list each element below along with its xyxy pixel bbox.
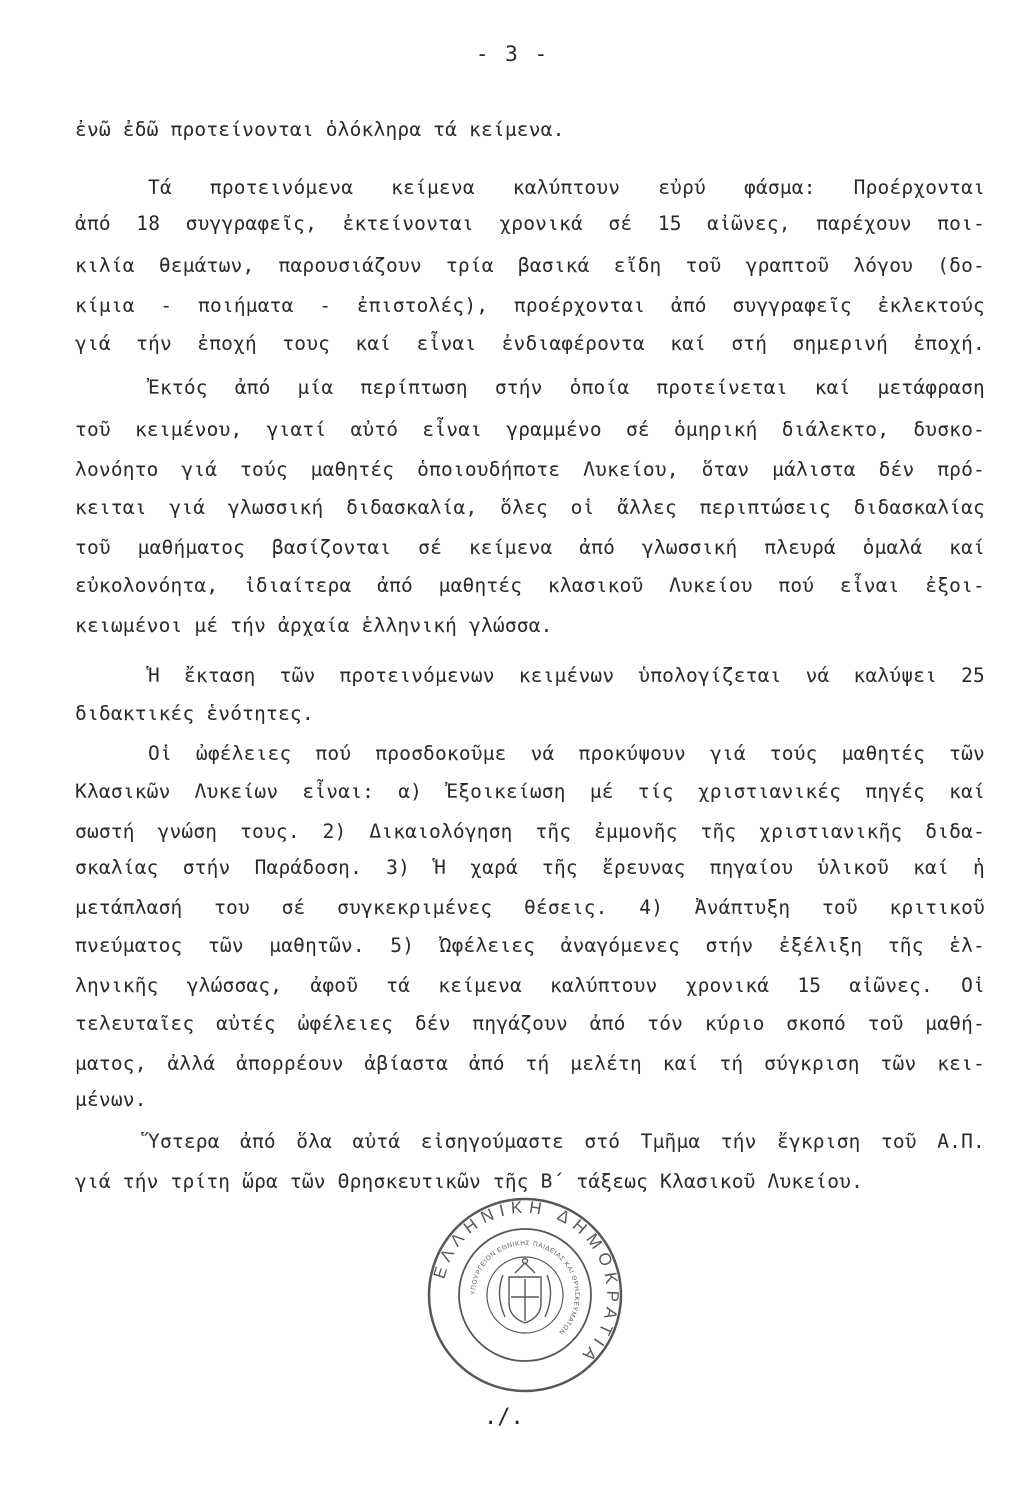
text-line-25: μένων. <box>75 1088 147 1111</box>
text-line-7: Ἐκτός ἀπό μία περίπτωση στήν ὁποία προτείνεται καί μετάφραση <box>148 376 985 399</box>
text-line-27: γιά τήν τρίτη ὥρα τῶν Θρησκευτικῶν τῆς Β΄ τάξεως Κλασικοῦ Λυκείου. <box>75 1170 864 1193</box>
text-line-14: Ἡ ἔκταση τῶν προτεινόμενων κειμένων ὑπολογίζεται νά καλύψει 25 <box>148 664 985 687</box>
text-line-19: σκαλίας στήν Παράδοση. 3) Ἡ χαρά τῆς ἔρευνας πηγαίου ὑλικοῦ καί ἡ <box>75 856 985 879</box>
text-line-17: Κλασικῶν Λυκείων εἶναι: α) Ἐξοικείωση μέ τίς χριστιανικές πηγές καί <box>75 780 985 803</box>
text-line-3: ἀπό 18 συγγραφεῖς, ἐκτείνονται χρονικά σέ 15 αἰῶνες, παρέχουν ποι- <box>75 212 985 235</box>
text-line-12: εὐκολονόητα, ἰδιαίτερα ἀπό μαθητές κλασικοῦ Λυκείου πού εἶναι ἐξοι- <box>75 574 985 597</box>
text-line-23: τελευταῖες αὐτές ὠφέλειες δέν πηγάζουν ἀπό τόν κύριο σκοπό τοῦ μαθή- <box>75 1012 985 1035</box>
text-line-15: διδακτικές ἑνότητες. <box>75 702 314 725</box>
text-line-20: μετάπλασή του σέ συγκεκριμένες θέσεις. 4) Ἀνάπτυξη τοῦ κριτικοῦ <box>75 896 985 919</box>
svg-text:ΕΛΛΗΝΙΚΗ ΔΗΜΟΚΡΑΤΙΑ <box>430 1198 623 1369</box>
coat-of-arms-icon <box>499 1259 550 1324</box>
text-line-10: κειται γιά γλωσσική διδασκαλία, ὅλες οἱ ἄλλες περιπτώσεις διδασκαλίας <box>75 496 985 519</box>
seal-outer-text: ΕΛΛΗΝΙΚΗ ΔΗΜΟΚΡΑΤΙΑ <box>429 1197 623 1369</box>
official-seal-stamp <box>425 1195 625 1395</box>
text-line-13: κειωμένοι μέ τήν ἀρχαία ἑλληνική γλώσσα. <box>75 614 553 637</box>
sign-off-mark: ./. <box>484 1405 524 1430</box>
text-line-22: ληνικῆς γλώσσας, ἀφοῦ τά κείμενα καλύπτουν χρονικά 15 αἰῶνες. Οἱ <box>75 974 985 997</box>
text-line-8: τοῦ κειμένου, γιατί αὐτό εἶναι γραμμένο σέ ὁμηρική διάλεκτο, δυσκο- <box>75 418 985 441</box>
text-line-26: Ὕστερα ἀπό ὅλα αὐτά εἰσηγούμαστε στό Τμῆμα τήν ἔγκριση τοῦ Α.Π. <box>148 1130 985 1153</box>
text-line-11: τοῦ μαθήματος βασίζονται σέ κείμενα ἀπό γλωσσική πλευρά ὁμαλά καί <box>75 536 985 559</box>
seal-inner-text: ΥΠΟΥΡΓΕΙΟΝ ΕΘΝΙΚΗΣ ΠΑΙΔΕΙΑΣ ΚΑΙ ΘΡΗΣΚΕΥΜΑΤΩΝ <box>469 1239 581 1336</box>
text-line-16: Οἱ ὠφέλειες πού προσδοκοῦμε νά προκύψουν γιά τούς μαθητές τῶν <box>148 742 985 765</box>
text-line-18: σωστή γνώση τους. 2) Δικαιολόγηση τῆς ἐμμονῆς τῆς χριστιανικῆς διδα- <box>75 820 985 843</box>
text-line-9: λονόητο γιά τούς μαθητές ὁποιουδήποτε Λυκείου, ὅταν μάλιστα δέν πρό- <box>75 458 985 481</box>
text-line-4: κιλία θεμάτων, παρουσιάζουν τρία βασικά εἴδη τοῦ γραπτοῦ λόγου (δο- <box>75 254 985 277</box>
text-line-2: Τά προτεινόμενα κείμενα καλύπτουν εὐρύ φάσμα: Προέρχονται <box>148 176 985 199</box>
page-number: - 3 - <box>475 42 550 66</box>
text-line-1: ἐνῶ ἐδῶ προτείνονται ὁλόκληρα τά κείμενα. <box>75 118 565 141</box>
text-line-24: ματος, ἀλλά ἀπορρέουν ἀβίαστα ἀπό τή μελέτη καί τή σύγκριση τῶν κει- <box>75 1052 985 1075</box>
text-line-6: γιά τήν ἐποχή τους καί εἶναι ἐνδιαφέροντα καί στή σημερινή ἐποχή. <box>75 332 985 355</box>
text-line-5: κίμια - ποιήματα - ἐπιστολές), προέρχονται ἀπό συγγραφεῖς ἐκλεκτούς <box>75 294 985 317</box>
text-line-21: πνεύματος τῶν μαθητῶν. 5) Ὠφέλειες ἀναγόμενες στήν ἐξέλιξη τῆς ἑλ- <box>75 934 985 957</box>
